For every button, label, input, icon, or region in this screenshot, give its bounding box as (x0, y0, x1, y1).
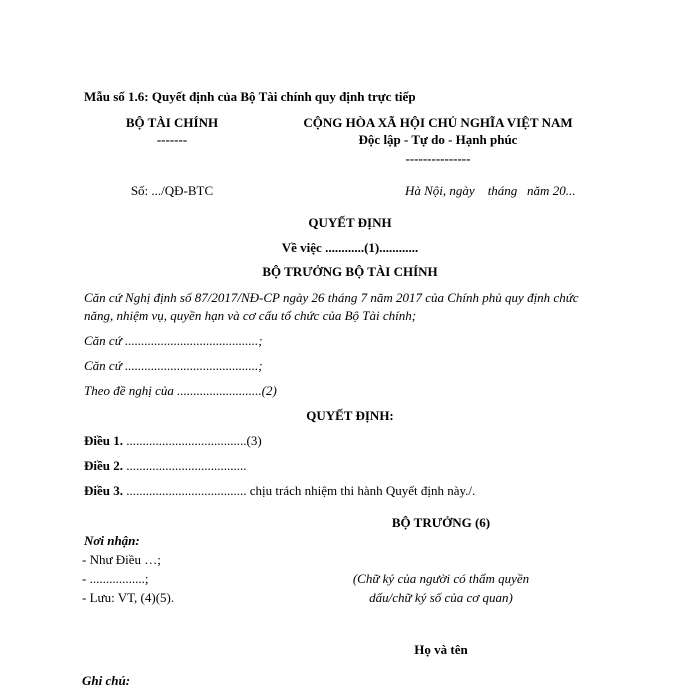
article-1-label: Điều 1. (84, 433, 123, 448)
agency-divider: ------- (156, 132, 188, 147)
decision-subject: Về việc ............(1)............ (281, 240, 419, 255)
notes-heading: Ghi chú: (82, 673, 131, 688)
document-number: Số: .../QĐ-BTC (130, 183, 214, 198)
signer-name: Họ và tên (414, 642, 468, 657)
place-date: Hà Nội, ngày tháng năm 20... (405, 183, 576, 198)
article-2-text: ..................................... (123, 458, 247, 473)
signature-note-line-1: (Chữ ký của người có thẩm quyền (352, 571, 530, 586)
recipient-item: - .................; (82, 571, 149, 586)
decides-heading: QUYẾT ĐỊNH: (306, 408, 394, 423)
form-title: Mẫu số 1.6: Quyết định của Bộ Tài chính quy định trực tiếp (84, 89, 416, 104)
legal-basis-line-2: năng, nhiệm vụ, quyền hạn và cơ cấu tổ chức của Bộ Tài chính; (84, 308, 417, 323)
legal-basis-line-4: Căn cứ .........................................; (84, 358, 263, 373)
recipient-item: - Lưu: VT, (4)(5). (82, 590, 175, 605)
article-3-label: Điều 3. (84, 483, 123, 498)
legal-basis-line-1: Căn cứ Nghị định số 87/2017/NĐ-CP ngày 26 tháng 7 năm 2017 của Chính phủ quy định chức (84, 290, 579, 305)
recipients-heading: Nơi nhận: (84, 533, 140, 548)
decision-title: QUYẾT ĐỊNH (308, 215, 392, 230)
signature-note-line-2: dấu/chữ ký số của cơ quan) (369, 590, 513, 605)
article-1 (84, 433, 262, 449)
article-3 (84, 483, 475, 499)
signer-title: BỘ TRƯỞNG (6) (391, 515, 491, 530)
national-motto: Độc lập - Tự do - Hạnh phúc (358, 132, 518, 147)
article-1-text: .....................................(3) (123, 433, 262, 448)
motto-divider: --------------- (405, 151, 471, 166)
agency-name: BỘ TÀI CHÍNH (125, 115, 219, 130)
proposal-line: Theo đề nghị của ..........................(2) (84, 383, 277, 398)
recipient-item: - Như Điều …; (82, 552, 161, 567)
article-2-label: Điều 2. (84, 458, 123, 473)
nation-name: CỘNG HÒA XÃ HỘI CHỦ NGHĨA VIỆT NAM (303, 115, 573, 130)
article-2 (84, 458, 247, 474)
issuer-title: BỘ TRƯỞNG BỘ TÀI CHÍNH (262, 264, 438, 279)
legal-basis-line-3: Căn cứ .........................................; (84, 333, 263, 348)
article-3-text: ..................................... chịu trách nhiệm thi hành Quyết định này./. (123, 483, 476, 498)
